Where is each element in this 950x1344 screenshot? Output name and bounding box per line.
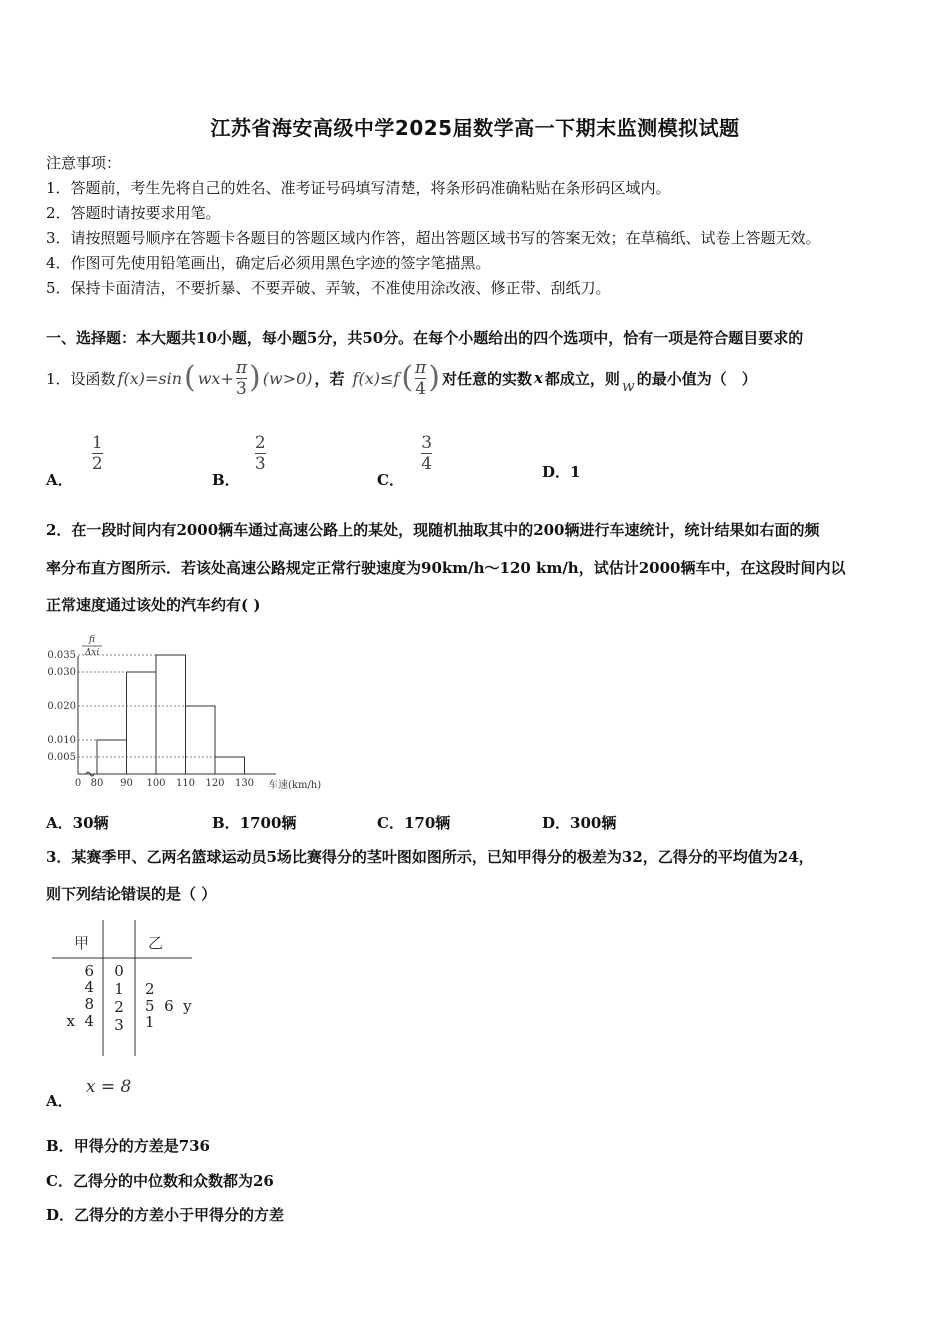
q1-option-b[interactable]: B． $\frac{2}{3}$ — [212, 433, 266, 489]
histogram-bar — [156, 655, 186, 774]
stemleaf-right-cell: 5 6 y — [145, 997, 192, 1015]
histogram-bar — [186, 706, 216, 774]
y-tick-label: 0.030 — [47, 667, 76, 678]
stemleaf-left-cell: x 4 — [66, 1012, 94, 1030]
q1-arg-den: 3 — [236, 378, 247, 399]
right-paren-icon: ) — [428, 360, 440, 395]
q3-line-1: 3．某赛季甲、乙两名篮球运动员5场比赛得分的茎叶图如图所示，已知甲得分的极差为32，乙得分的平均值为24， — [46, 848, 814, 866]
q2-option-d[interactable]: D．300辆 — [542, 814, 617, 832]
q3-option-d[interactable]: D．乙得分的方差小于甲得分的方差 — [46, 1206, 285, 1224]
x-tick-label: 120 — [205, 778, 225, 789]
stemleaf-left-cell: 8 — [84, 995, 94, 1013]
q2-line-3: 正常速度通过该处的汽车约有( ) — [46, 596, 261, 614]
q1-tail-1: 对任意的实数 — [441, 369, 532, 388]
right-paren-icon: ) — [249, 360, 261, 395]
stemleaf-right-head: 乙 — [148, 934, 164, 952]
histogram-bar — [215, 757, 245, 774]
x-tick-label: 110 — [175, 778, 196, 789]
q2-option-a[interactable]: A．30辆 — [46, 814, 109, 832]
stemleaf-stem-cell: 0 — [114, 962, 124, 980]
y-tick-label: 0.020 — [47, 701, 76, 712]
q1-arg-num: π — [235, 357, 248, 378]
note-item-3: 3．请按照题号顺序在答题卡各题目的答题区域内作答，超出答题区域书写的答案无效；在草稿纸、试卷上答题无效。 — [46, 229, 821, 247]
y-axis-label-denominator: Δxi — [84, 648, 100, 658]
section-heading: 一、选择题：本大题共10小题，每小题5分，共50分。在每个小题给出的四个选项中，恰有一项是符合题目要求的 — [46, 329, 804, 347]
q1-option-a[interactable]: A． $\frac{1}{2}$ — [46, 433, 103, 489]
q3-option-a[interactable]: A． x = 8 — [46, 1077, 132, 1110]
q1-var-x: x — [533, 369, 543, 387]
x-tick-label: 80 — [90, 778, 104, 789]
stemleaf-left-head: 甲 — [74, 934, 90, 952]
note-item-4: 4．作图可先使用铅笔画出，确定后必须用黑色字迹的签字笔描黑。 — [46, 254, 491, 272]
q3-option-b[interactable]: B．甲得分的方差是736 — [46, 1137, 210, 1155]
q2-line-2: 率分布直方图所示．若该处高速公路规定正常行驶速度为90km/h～120 km/h，试估计2000辆车中，在这段时间内以 — [46, 559, 846, 577]
x-tick-label: 100 — [146, 778, 166, 789]
notes-heading: 注意事项： — [46, 154, 122, 172]
left-paren-icon: ( — [184, 360, 196, 395]
histogram-bar — [127, 672, 157, 774]
q1-option-b-fraction: $\frac{2}{3}$ — [254, 433, 266, 474]
y-tick-label: 0.010 — [47, 735, 76, 746]
q2-option-b[interactable]: B．1700辆 — [212, 814, 297, 832]
x-tick-label: 90 — [120, 778, 133, 789]
q2-line-1: 2．在一段时间内有2000辆车通过高速公路上的某处，现随机抽取其中的200辆进行车速统计，统计结果如右面的频 — [46, 521, 820, 539]
stemleaf-stem-cell: 3 — [114, 1016, 124, 1034]
q1-ineq-num: π — [415, 357, 427, 378]
q1-comma: ，若 — [314, 369, 345, 388]
q3-option-a-math: x = 8 — [85, 1077, 132, 1097]
x-tick-label: 0 — [74, 778, 82, 789]
x-axis-label: 车速(km/h) — [268, 780, 322, 791]
q1-option-a-fraction: $\frac{1}{2}$ — [91, 433, 103, 474]
q1-lead: 1．设函数 — [46, 369, 116, 388]
q1-ineq-den: 4 — [415, 378, 427, 399]
left-paren-icon: ( — [401, 360, 414, 395]
y-tick-label: 0.005 — [47, 752, 76, 763]
q1-inequality: f(x)≤f — [352, 368, 400, 388]
y-axis-label-numerator: fi — [88, 635, 96, 645]
stemleaf-stem-cell: 2 — [114, 998, 124, 1016]
x-tick-label: 130 — [234, 778, 255, 789]
question-1-stem — [46, 352, 759, 404]
q1-arg-left: wx+ — [197, 368, 234, 388]
q1-condition: (w>0) — [262, 368, 313, 388]
stem-leaf-plot — [46, 918, 206, 1060]
stemleaf-left-cell: 6 — [84, 962, 94, 980]
stemleaf-stem-cell: 1 — [114, 980, 124, 998]
note-item-5: 5．保持卡面清洁，不要折暴、不要弄破、弄皱，不准使用涂改液、修正带、刮纸刀。 — [46, 279, 611, 297]
note-item-2: 2．答题时请按要求用笔。 — [46, 204, 221, 222]
q1-option-c[interactable]: C． $\frac{3}{4}$ — [377, 433, 433, 489]
page-title: 江苏省海安高级中学2025届数学高一下期末监测模拟试题 — [210, 116, 740, 140]
q3-line-2: 则下列结论错误的是（ ） — [46, 885, 217, 903]
stemleaf-right-cell: 2 — [145, 980, 155, 998]
q1-ineq-fraction — [415, 359, 426, 398]
q2-option-c[interactable]: C．170辆 — [377, 814, 451, 832]
y-tick-label: 0.035 — [47, 650, 76, 661]
frequency-histogram — [40, 628, 340, 798]
q1-tail-3: 的最小值为（ ） — [636, 369, 757, 388]
q1-arg-fraction — [236, 359, 247, 398]
stemleaf-left-cell: 4 — [84, 978, 94, 996]
q1-tail-2: 都成立，则 — [544, 369, 620, 388]
q1-function-def: f(x)=sin — [117, 368, 183, 388]
q3-option-c[interactable]: C．乙得分的中位数和众数都为26 — [46, 1172, 274, 1190]
note-item-1: 1．答题前，考生先将自己的姓名、准考证号码填写清楚，将条形码准确粘贴在条形码区域内。 — [46, 179, 671, 197]
stemleaf-right-cell: 1 — [145, 1013, 155, 1031]
q1-var-w: w — [621, 377, 635, 395]
q1-option-c-fraction: $\frac{3}{4}$ — [421, 433, 433, 474]
q1-option-d[interactable]: D．1 — [542, 463, 581, 481]
